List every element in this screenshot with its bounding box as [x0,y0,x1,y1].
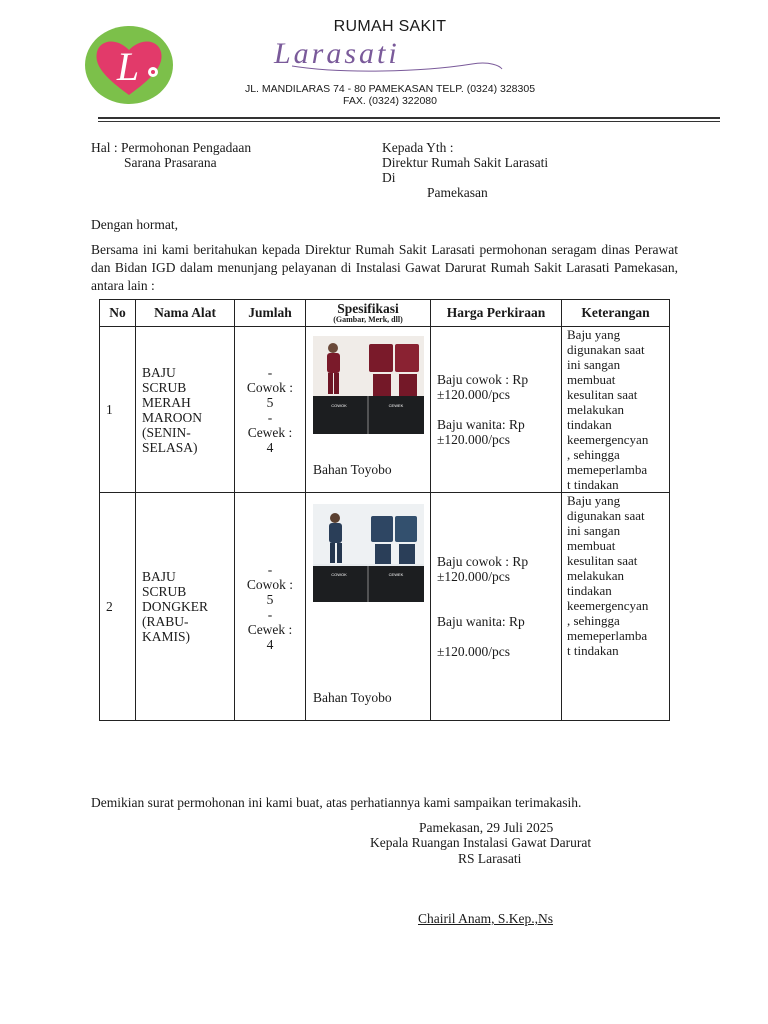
header-divider [98,117,720,119]
table-header-row [100,300,670,327]
fabric-material: Bahan Toyobo [313,690,392,705]
note-line: keemergencyan [567,432,649,447]
note-line: membuat [567,372,616,387]
note-line: Baju yang [567,327,621,342]
item-specification [306,493,431,721]
fabric-material: Bahan Toyobo [313,462,392,477]
item-name-line: MAROON [142,409,203,425]
item-price [431,493,562,721]
recipient-name: Direktur Rumah Sakit Larasati [382,155,549,170]
item-name-line: SCRUB [142,379,187,395]
price-spacer [437,629,561,644]
table-row [100,327,670,493]
row-number: 2 [100,493,136,721]
price-line: ±120.000/pcs [437,569,511,584]
qty-line: 5 [266,591,274,607]
fax-line: FAX. (0324) 322080 [343,95,437,107]
item-quantity [235,327,306,493]
signature-title: Kepala Ruangan Instalasi Gawat Darurat [370,835,592,850]
item-price [431,327,562,493]
note-line: tindakan [567,417,612,432]
price-line: Baju wanita: Rp [437,614,525,629]
hospital-name: RUMAH SAKIT [333,18,447,35]
header-qty: Jumlah [235,300,306,327]
address-line: JL. MANDILARAS 74 - 80 PAMEKASAN TELP. (0324) 328305 [244,83,536,95]
note-line: t tindakan [567,643,619,658]
item-name-line: KAMIS) [142,629,191,644]
qty-line: - [267,561,273,577]
note-line: digunakan saat [567,342,645,357]
note-line: memeperlamba [567,628,648,643]
photo-label-cowok: COWOK [331,403,347,408]
note-line: keemergencyan [567,598,649,613]
item-name-line: DONGKER [142,599,208,614]
item-name-line: SCRUB [142,584,187,599]
note-line: , sehingga [567,447,620,462]
item-note [562,493,670,721]
qty-line: 5 [266,394,274,410]
item-specification [306,327,431,493]
qty-line: Cowok : [246,379,294,395]
qty-line: Cewek : [247,621,293,637]
price-line: Baju wanita: Rp [437,417,525,432]
subject-line: Hal : Permohonan Pengadaan [91,140,252,155]
note-line: kesulitan saat [567,553,638,568]
note-line: melakukan [567,568,625,583]
recipient-di: Di [382,170,396,185]
qty-line: - [267,364,273,380]
header-note: Keterangan [562,300,670,327]
table-row [100,493,670,721]
item-name-line: (RABU- [142,614,189,629]
price-line: ±120.000/pcs [437,432,511,447]
brand-name: Larasati [274,37,400,70]
subject-line-2: Sarana Prasarana [124,155,217,170]
brand-wordmark [262,36,512,76]
photo-label-cewek: CEWEK [388,403,404,408]
qty-line: 4 [266,439,274,455]
item-name-line: (SENIN- [142,424,191,440]
price-line: Baju cowok : Rp [437,554,529,569]
qty-line: - [267,606,273,622]
note-line: memeperlamba [567,462,648,477]
photo-label-cowok: COWOK [331,572,347,577]
logo-letter: L [116,44,140,89]
recipient-salutation: Kepada Yth : [382,140,454,155]
recipient-city: Pamekasan [427,185,488,200]
item-name-line: MERAH [142,394,191,410]
item-name-line: BAJU [142,569,176,584]
price-line: ±120.000/pcs [437,644,511,659]
navy-scrub-photo [313,504,424,602]
price-spacer [437,402,561,417]
note-line: t tindakan [567,477,619,492]
row-number: 1 [100,327,136,493]
note-line: Baju yang [567,493,621,508]
item-name [136,493,235,721]
header-price: Harga Perkiraan [431,300,562,327]
qty-line: - [267,409,273,425]
item-note [562,327,670,493]
note-line: melakukan [567,402,625,417]
signature-place-date: Pamekasan, 29 Juli 2025 [419,820,554,835]
signature-organization: RS Larasati [458,851,522,866]
price-line: Baju cowok : Rp [437,372,529,387]
intro-paragraph: Bersama ini kami beritahukan kepada Direktur Rumah Sakit Larasati permohonan seragam dinas Perawat dan Bidan IGD dalam menunjang pelayanan di Instalasi Gawat Darurat Rumah Sakit Larasati Pamekasan, antara lain : [91,242,678,293]
qty-line: Cowok : [246,576,294,592]
maroon-scrub-photo [313,336,424,434]
header-divider-thin [98,121,720,122]
note-line: tindakan [567,583,612,598]
item-name [136,327,235,493]
header-spec [306,300,431,327]
note-line: , sehingga [567,613,620,628]
header-name: Nama Alat [136,300,235,327]
note-line: membuat [567,538,616,553]
item-name-line: SELASA) [142,439,198,455]
qty-line: Cewek : [247,424,293,440]
header-spec-sub: (Gambar, Merk, dll) [333,315,403,324]
note-line: kesulitan saat [567,387,638,402]
note-line: ini sangan [567,523,621,538]
item-quantity [235,493,306,721]
hospital-logo [84,25,174,105]
qty-line: 4 [266,636,274,652]
item-name-line: BAJU [142,364,176,380]
request-table [99,299,670,721]
note-line: digunakan saat [567,508,645,523]
signer-name: Chairil Anam, S.Kep.,Ns [418,911,553,926]
greeting: Dengan hormat, [91,217,178,232]
closing-paragraph: Demikian surat permohonan ini kami buat, atas perhatiannya kami sampaikan terimakasih. [91,795,582,810]
note-line: ini sangan [567,357,621,372]
header-no: No [100,300,136,327]
price-line: ±120.000/pcs [437,387,511,402]
header-spec-label: Spesifikasi [337,301,399,316]
photo-label-cewek: CEWEK [388,572,404,577]
price-spacer [437,584,561,614]
